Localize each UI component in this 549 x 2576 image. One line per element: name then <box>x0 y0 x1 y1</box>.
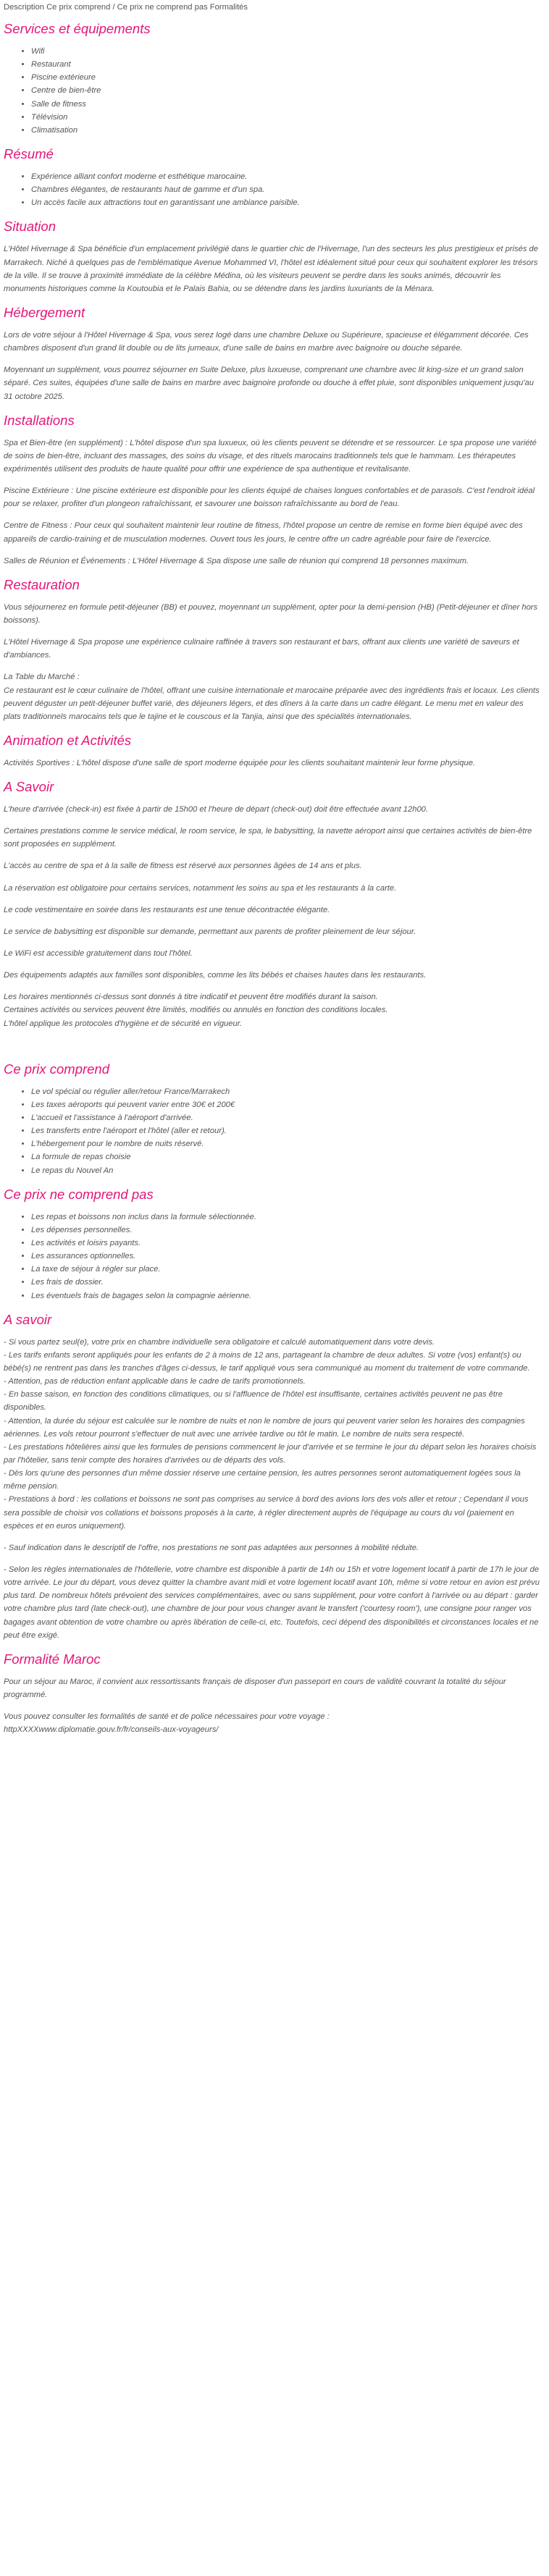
restaurant-text: Ce restaurant est le cœur culinaire de l'hôtel, offrant une cuisine internationale et marocaine préparée avec des ingrédients frais et locaux. Les clients peuvent déguster un petit-déjeuner buffet varié, des déjeuners légers, et des dîners à la carte dans un cadre élégant. Le menu met en valeur des plats traditionnels marocains tels que le tajine et le couscous et la Tanjia, ainsi que des spécialités internationales. <box>4 686 540 721</box>
hebergement-text: Moyennant un supplément, vous pourrez séjourner en Suite Deluxe, plus luxueuse, comprenant une chambre avec lit king-size et un grand salon séparé. Ces suites, équipées d'une salle de bains en marbre avec baignoire profonde ou douche à effet pluie, sont disponibles uniquement jusqu'au 31 octobre 2025. <box>4 366 534 401</box>
formalite-text: Pour un séjour au Maroc, il convient aux ressortissants français de disposer d'un passeport en cours de validité couvrant la totalité du séjour programmé. <box>4 1677 506 1699</box>
formalite-title: Formalité Maroc <box>4 1651 101 1667</box>
restauration-title: Restauration <box>4 576 80 592</box>
hebergement-title: Hébergement <box>4 304 85 320</box>
installations-text: Salles de Réunion et Événements : L'Hôtel Hivernage & Spa dispose une salle de réunion qui comprend 18 personnes maximum. <box>4 556 469 565</box>
list-item: • L'hébergement pour le nombre de nuits réservé. <box>31 1137 542 1150</box>
a-savoir-text: Certaines prestations comme le service médical, le room service, le spa, le babysitting, la navette aéroport ainsi que certaines activités de bien-être sont proposées en supplément. <box>4 827 532 849</box>
intro-line: Description Ce prix comprend / Ce prix ne comprend pas Formalités <box>4 3 248 12</box>
formalite-note: Vous pouvez consulter les formalités de santé et de police nécessaires pour votre voyage : <box>4 1712 330 1722</box>
a-savoir-2-checkin: - Selon les règles internationales de l'hôtellerie, votre chambre est disponible à partir de 14h ou 15h et votre logement locatif à partir de 17h le jour de votre arrivée. Le jour du départ, vous devez quitter la chambre avant midi et votre logement locatif avant 10h, même si votre retour en avion est prévu plus tard. De nombreux hôtels prévoient des services complémentaires, avec ou sans supplément, pour votre confort à l'arrivée ou au départ : garder votre chambre plus tard (late check-out), une chambre de jour pour vous changer avant le transfert ('courtesy room'), une consigne pour ranger vos bagages avant obtention de votre chambre ou après libération de celle-ci, etc. Toutefois, ceci dépend des disponibilités et circonstances locales et ne peut être exigé. <box>4 1565 540 1640</box>
a-savoir-note: L'hôtel applique les protocoles d'hygiène et de sécurité en vigueur. <box>4 1019 243 1028</box>
a-savoir-2-line: - Attention, la durée du séjour est calculée sur le nombre de nuits et non le nombre de jours qui peuvent varier selon les horaires des compagnies aériennes. Les vols retour pourront s'effectuer de nuit avec une arrivée tardive ou tôt le matin. Le nombre de nuits sera respecté. <box>4 1416 525 1439</box>
prix-ne-comprend-list <box>4 1211 542 1302</box>
list-item: • Les dépenses personnelles. <box>31 1224 542 1237</box>
installations-text: Piscine Extérieure : Une piscine extérieure est disponible pour les clients équipé de chaises longues confortables et de parasols. C'est l'endroit idéal pour se relaxer, profiter d'un plongeon rafraîchissant, et savourer une boisson rafraîchissante au bord de l'eau. <box>4 487 535 509</box>
a-savoir-2-line: - En basse saison, en fonction des conditions climatiques, ou si l'affluence de l'hôtel est insuffisante, certaines activités peuvent ne pas être disponibles. <box>4 1390 503 1413</box>
restauration-text: L'Hôtel Hivernage & Spa propose une expérience culinaire raffinée à travers son restaurant et bars, offrant aux clients une variété de saveurs et d'ambiances. <box>4 638 519 660</box>
list-item: • Salle de fitness <box>31 98 542 111</box>
a-savoir-2-line: - Attention, pas de réduction enfant applicable dans le cadre de tarifs promotionnels. <box>4 1377 306 1386</box>
a-savoir-2-mobility: - Sauf indication dans le descriptif de l'offre, nos prestations ne sont pas adaptées aux personnes à mobilité réduite. <box>4 1543 419 1552</box>
a-savoir-text: La réservation est obligatoire pour certains services, notamment les soins au spa et les restaurants à la carte. <box>4 883 397 893</box>
animation-title: Animation et Activités <box>4 732 132 748</box>
a-savoir-note: Certaines activités ou services peuvent être limités, modifiés ou annulés en fonction des conditions locales. <box>4 1006 388 1015</box>
list-item: • Restaurant <box>31 58 542 71</box>
list-item: • Les transferts entre l'aéroport et l'hôtel (aller et retour). <box>31 1124 542 1137</box>
list-item: • Télévision <box>31 111 542 124</box>
situation-title: Situation <box>4 219 56 235</box>
a-savoir-2-line: - Dès lors qu'une des personnes d'un même dossier réserve une certaine pension, les autres personnes seront automatiquement logées sous la même pension. <box>4 1469 521 1491</box>
list-item: • Expérience alliant confort moderne et esthétique marocaine. <box>31 170 542 183</box>
hebergement-text: Lors de votre séjour à l'Hôtel Hivernage & Spa, vous serez logé dans une chambre Deluxe ou Supérieure, spacieuse et élégamment décorée. Ces chambres disposent d'un grand lit double ou de lits jumeaux, d'une salle de bains en marbre avec baignoire ou douche séparée. <box>4 330 529 353</box>
installations-title: Installations <box>4 412 75 428</box>
resume-title: Résumé <box>4 146 54 161</box>
services-list <box>4 45 542 137</box>
installations-text: Spa et Bien-être (en supplément) : L'hôtel dispose d'un spa luxueux, où les clients peuvent se détendre et se ressourcer. Le spa propose une variété de soins de bien-être, incluant des massages, des soins du visage, et des rituels marocains traditionnels tels que le hammam. Les thérapeutes expérimentés utilisent des produits de haute qualité pour offrir une expérience de spa authentique et revitalisante. <box>4 438 537 473</box>
a-savoir-text: L'accès au centre de spa et à la salle de fitness est réservé aux personnes âgées de 14 ans et plus. <box>4 862 362 871</box>
a-savoir-2-line: - Les prestations hôtelières ainsi que les formules de pensions commencent le jour d'arrivée et se termine le jour du départ selon les horaires choisis par l'hôtelier, sans tenir compte des horaires d'arrivées ou de départs des vols. <box>4 1442 537 1465</box>
list-item: • Piscine extérieure <box>31 71 542 84</box>
list-item: • Les taxes aéroports qui peuvent varier entre 30€ et 200€ <box>31 1098 542 1111</box>
a-savoir-2-line: - Les tarifs enfants seront appliqués pour les enfants de 2 à moins de 12 ans, partageant la chambre de deux adultes. Si votre (vos) enfant(s) ou bébé(s) ne rentrent pas dans les tranches d'âges ci-dessus, le tarif appliqué vous sera communiqué au moment du traitement de votre commande. <box>4 1350 530 1373</box>
formalite-link[interactable]: httpXXXXwww.diplomatie.gouv.fr/fr/conseils-aux-voyageurs/ <box>4 1725 219 1735</box>
list-item: • Les frais de dossier. <box>31 1276 542 1289</box>
prix-comprend-title: Ce prix comprend <box>4 1061 110 1077</box>
a-savoir-text: Le WiFi est accessible gratuitement dans tout l'hôtel. <box>4 949 193 959</box>
list-item: • Les activités et loisirs payants. <box>31 1237 542 1250</box>
services-title: Services et équipements <box>4 21 151 36</box>
list-item: • La taxe de séjour à régler sur place. <box>31 1263 542 1276</box>
list-item: • Wifi <box>31 45 542 58</box>
list-item: • Climatisation <box>31 124 542 137</box>
a-savoir-2-line: - Si vous partez seul(e), votre prix en chambre individuelle sera obligatoire et calculé automatiquement dans votre devis. <box>4 1337 435 1347</box>
restauration-text: Vous séjournerez en formule petit-déjeuner (BB) et pouvez, moyennant un supplément, opter pour la demi-pension (HB) (Petit-déjeuner et dîner hors boissons). <box>4 602 538 625</box>
list-item: • Le repas du Nouvel An <box>31 1164 542 1177</box>
list-item: • Chambres élégantes, de restaurants haut de gamme et d'un spa. <box>31 183 542 196</box>
a-savoir-text: Le code vestimentaire en soirée dans les restaurants est une tenue décontractée élégante. <box>4 905 330 914</box>
animation-text: Activités Sportives : L'hôtel dispose d'une salle de sport moderne équipée pour les clients souhaitant maintenir leur forme physique. <box>4 758 476 767</box>
list-item: • Les éventuels frais de bagages selon la compagnie aérienne. <box>31 1289 542 1302</box>
list-item: • Le vol spécial ou régulier aller/retour France/Marrakech <box>31 1085 542 1098</box>
list-item: • Centre de bien-être <box>31 84 542 97</box>
prix-comprend-list <box>4 1085 542 1177</box>
list-item: • L'accueil et l'assistance à l'aéroport d'arrivée. <box>31 1111 542 1124</box>
resume-list <box>4 170 542 209</box>
prix-ne-comprend-title: Ce prix ne comprend pas <box>4 1186 154 1202</box>
a-savoir-text: L'heure d'arrivée (check-in) est fixée à partir de 15h00 et l'heure de départ (check-out) doit être effectuée avant 12h00. <box>4 805 429 815</box>
list-item: • Un accès facile aux attractions tout en garantissant une ambiance paisible. <box>31 196 542 209</box>
restaurant-name: La Table du Marché : <box>4 673 80 682</box>
list-item: • Les assurances optionnelles. <box>31 1250 542 1263</box>
a-savoir-2-title: A savoir <box>4 1311 52 1327</box>
list-item: • La formule de repas choisie <box>31 1150 542 1163</box>
situation-text: L'Hôtel Hivernage & Spa bénéficie d'un emplacement privilégié dans le quartier chic de l'Hivernage, l'un des secteurs les plus prestigieux et prisés de Marrakech. Niché à quelques pas de l'emblématique Avenue Mohammed VI, l'hôtel est idéalement situé pour ceux qui souhaitent explorer les trésors de la ville. Il se trouve à proximité immédiate de la célèbre Médina, où les visiteurs peuvent se perdre dans les souks animés, découvrir les monuments historiques comme la Koutoubia et le Palais Bahia, ou se détendre dans les jardins luxuriants de la Ménara. <box>4 245 538 293</box>
a-savoir-2-line: - Prestations à bord : les collations et boissons ne sont pas comprises au service à bord des avions lors des vols aller et retour ; Cependant il vous sera possible de choisir vos collations et boissons proposés à la carte, à régler directement auprès de l'équipage au cours du vol (paiement en espèces et en euros uniquement). <box>4 1495 529 1531</box>
a-savoir-title: A Savoir <box>4 779 54 795</box>
a-savoir-text: Le service de babysitting est disponible sur demande, permettant aux parents de profiter pleinement de leur séjour. <box>4 927 416 936</box>
installations-text: Centre de Fitness : Pour ceux qui souhaitent maintenir leur routine de fitness, l'hôtel propose un centre de remise en forme bien équipé avec des appareils de cardio-training et de musculation modernes. Ouvert tous les jours, le centre offre un cadre agréable pour faire de l'exercice. <box>4 521 523 544</box>
list-item: • Les repas et boissons non inclus dans la formule sélectionnée. <box>31 1211 542 1224</box>
a-savoir-text: Des équipements adaptés aux familles sont disponibles, comme les lits bébés et chaises hautes dans les restaurants. <box>4 971 427 980</box>
a-savoir-note: Les horaires mentionnés ci-dessus sont donnés à titre indicatif et peuvent être modifiés durant la saison. <box>4 993 378 1002</box>
